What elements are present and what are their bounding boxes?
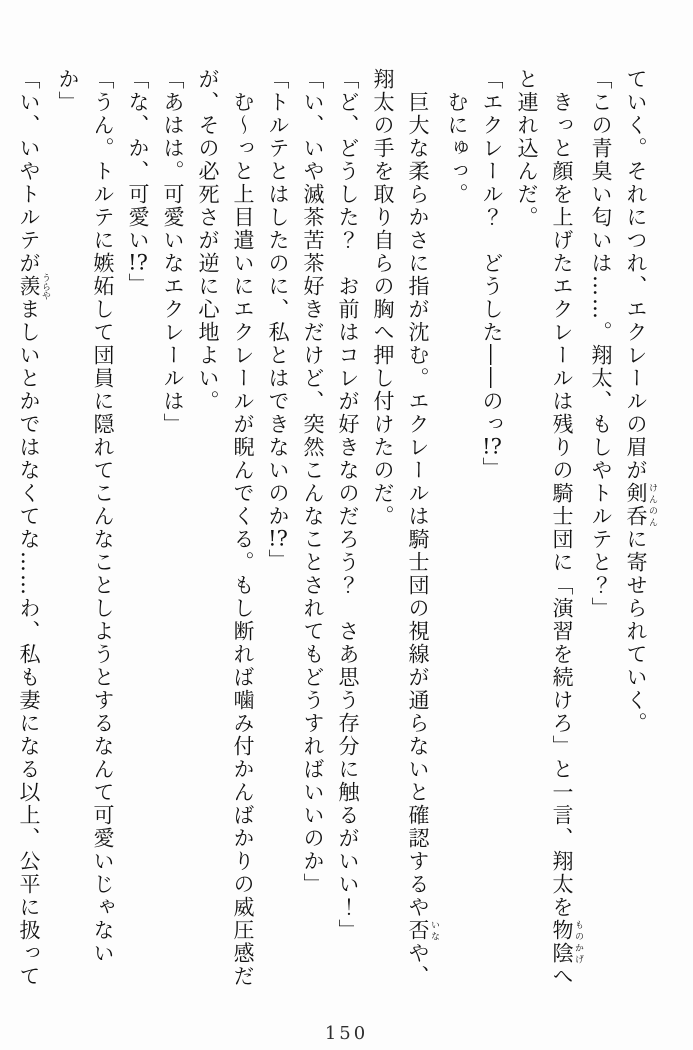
paragraph: 巨大な柔らかさに指が沈む。エクレールは騎士団の視線が通らないと確認するや否 いなや、翔太の手を取り自らの胸へ押し付けたのだ。 xyxy=(371,68,439,988)
paragraph: 「い、いや滅茶苦茶好きだけど、突然こんなことされてもどうすればいいのか」 xyxy=(301,68,325,896)
paragraph: きっと顔を上げたエクレールは残りの騎士団に「演習を続けろ」と一言、翔太を物陰 ものかげへと連れ込んだ。 xyxy=(515,68,583,988)
text-block xyxy=(17,68,657,990)
paragraph: ていく。それにつれ、エクレールの眉が剣呑 けんのんに寄せられていく。 xyxy=(624,68,657,735)
paragraph: 「この青臭い匂いは……。翔太、もしやトルテと？」 xyxy=(589,68,613,620)
furigana-term: 物陰 ものかげ xyxy=(550,919,583,965)
paragraph: 「うん。トルテに嫉妬して団員に隠れてこんなことしようとするなんて可愛いじゃないか」 xyxy=(56,68,115,965)
paragraph: む〜っと上目遣いにエクレールが睨んでくる。もし断れば噛み付かんばかりの威圧感だが、その必死さが逆に心地よい。 xyxy=(196,68,255,988)
paragraph: むにゅっ。 xyxy=(445,91,469,206)
tatechuyoko: !? xyxy=(482,436,502,457)
paragraph: 「い、いやトルテが羨 うらやましいとかではなくてな……わ、私も妻になる以上、公平に扱って xyxy=(17,68,50,988)
paragraph: 「トルテとはしたのに、私とはできないのか!?」 xyxy=(266,68,290,572)
page-number: 150 xyxy=(324,1023,369,1044)
furigana-term: 剣呑 けんのん xyxy=(624,482,657,528)
paragraph: 「な、か、可愛い!?」 xyxy=(126,68,150,296)
furigana-term: 否 いな xyxy=(406,919,439,942)
furigana-term: 羨 うらや xyxy=(17,273,50,300)
paragraph: 「エクレール？ どうした――のっ!?」 xyxy=(480,68,504,480)
tatechuyoko: !? xyxy=(128,252,148,273)
tatechuyoko: !? xyxy=(268,528,288,549)
paragraph: 「あはは。可愛いなエクレールは」 xyxy=(161,68,185,436)
paragraph: 「ど、どうした？ お前はコレが好きなのだろう？ さあ思う存分に触るがいい！」 xyxy=(336,68,360,942)
